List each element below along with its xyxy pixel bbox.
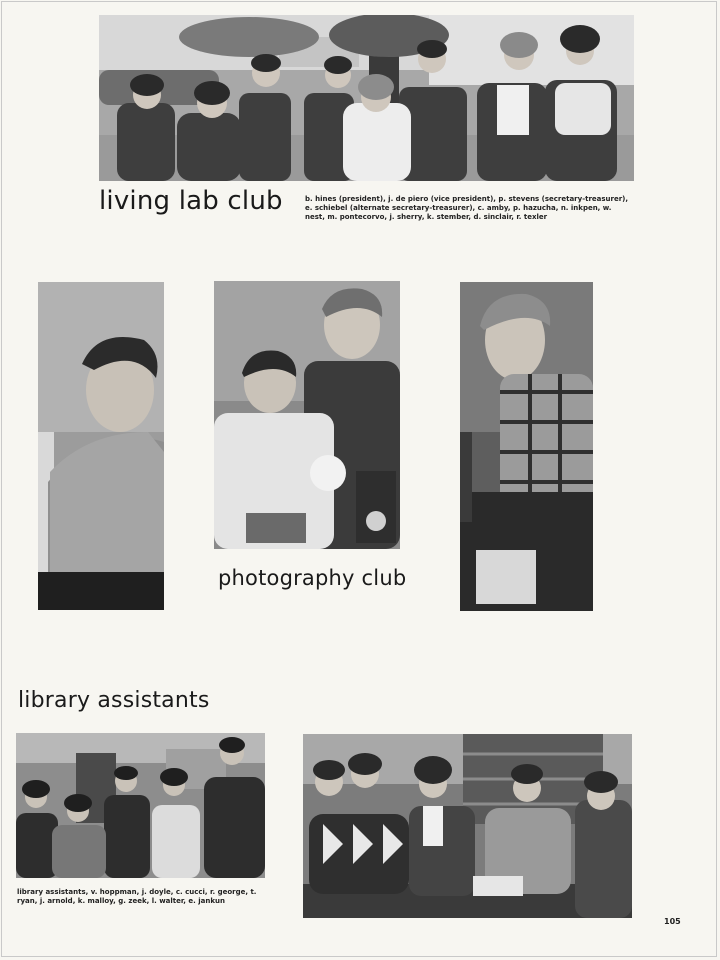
living-lab-club-group-photo xyxy=(99,15,634,181)
living-lab-club-caption: b. hines (president), j. de piero (vice president), p. stevens (secretary-treasurer), e. schiebel (alternate secretary-treasurer), c. amby, p. hazucha, n. inkpen, w. nest, m. pontecorvo, j. sherry, k. stember, d. sinclair, r. texler xyxy=(305,195,629,221)
library-assistants-title: library assistants xyxy=(18,688,210,713)
photography-club-photo-right xyxy=(460,282,593,611)
library-assistants-group-photo xyxy=(16,733,265,878)
photography-club-photo-left xyxy=(38,282,164,610)
living-lab-club-title: living lab club xyxy=(99,186,283,216)
library-assistants-caption: library assistants, v. hoppman, j. doyle, c. cucci, r. george, t. ryan, j. arnold, k. malloy, g. zeek, l. walter, e. jankun xyxy=(17,888,257,905)
library-assistants-desk-photo xyxy=(303,734,632,918)
photography-club-photo-center xyxy=(214,281,400,549)
page-number: 105 xyxy=(664,917,681,926)
photography-club-title: photography club xyxy=(218,566,407,590)
